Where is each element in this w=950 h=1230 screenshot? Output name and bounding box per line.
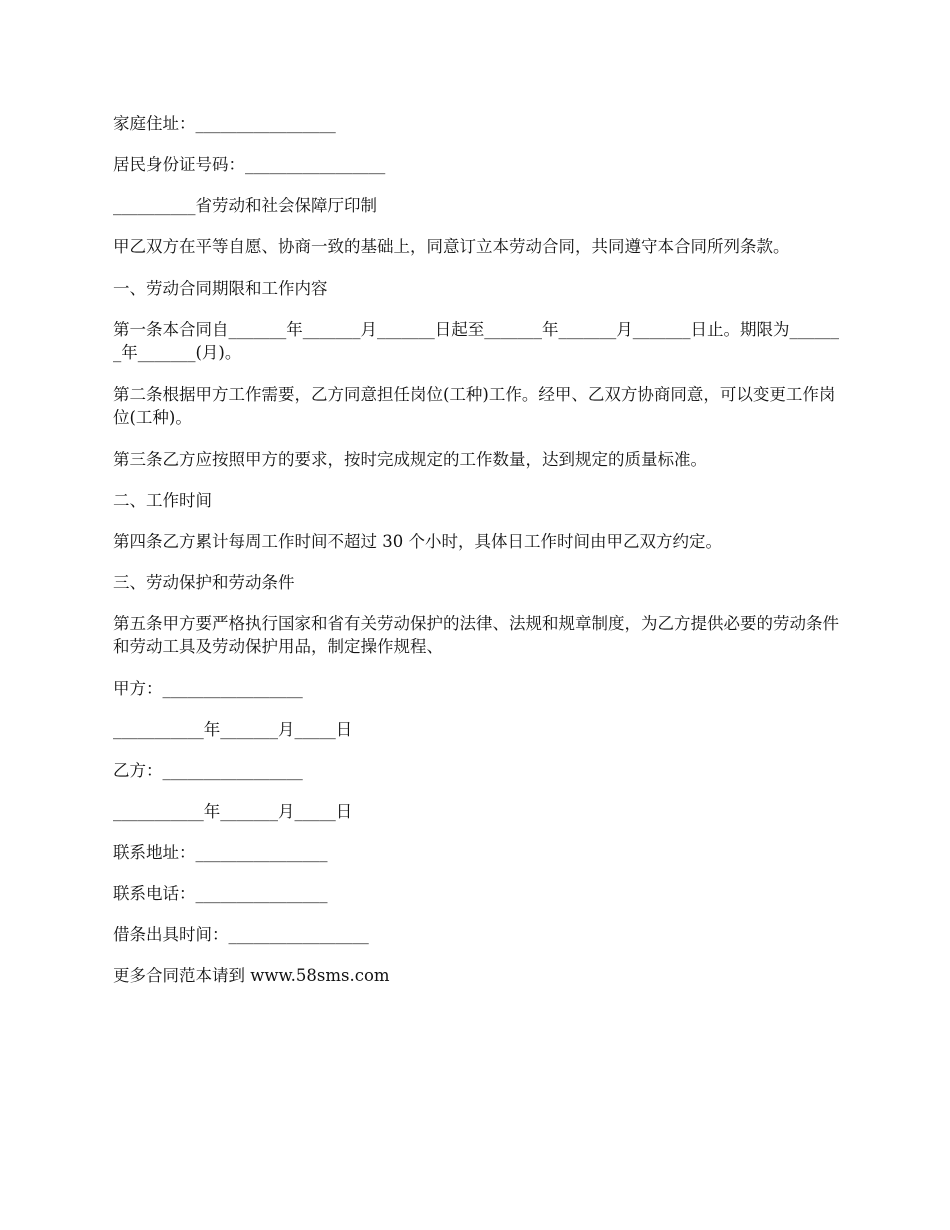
party-a-signature-line: 甲方：_________________ [113,679,303,698]
party-b-signature-line: 乙方：_________________ [113,761,303,780]
id-number-line: 居民身份证号码：_________________ [113,155,386,174]
article-3-paragraph: 第三条乙方应按照甲方的要求，按时完成规定的工作数量，达到规定的质量标准。 [113,450,707,469]
section-heading-labor-protection: 三、劳动保护和劳动条件 [113,573,295,592]
article-2-paragraph: 第二条根据甲方工作需要，乙方同意担任岗位(工种)工作。经甲、乙双方协商同意，可以变更工作岗位(工种)。 [113,385,836,427]
issue-time-line: 借条出具时间：_________________ [113,925,369,944]
article-5-paragraph: 第五条甲方要严格执行国家和省有关劳动保护的法律、法规和规章制度，为乙方提供必要的劳动条件和劳动工具及劳动保护用品，制定操作规程、 [113,614,839,656]
document-page [113,112,841,1005]
article-4-paragraph: 第四条乙方累计每周工作时间不超过 30 个小时，具体日工作时间由甲乙双方约定。 [113,532,722,551]
section-heading-working-hours: 二、工作时间 [113,491,212,510]
party-a-date-line: ___________年_______月_____日 [113,720,353,739]
preamble-paragraph: 甲乙双方在平等自愿、协商一致的基础上，同意订立本劳动合同，共同遵守本合同所列条款。 [113,237,790,256]
party-b-date-line: ___________年_______月_____日 [113,802,353,821]
article-1-paragraph: 第一条本合同自_______年_______月_______日起至_______年_______月_______日止。期限为_______年_______(月)。 [113,320,839,362]
contact-address-line: 联系地址：________________ [113,843,328,862]
printed-by-line: __________省劳动和社会保障厅印制 [113,196,377,215]
home-address-line: 家庭住址：_________________ [113,114,336,133]
contact-phone-line: 联系电话：________________ [113,884,328,903]
section-heading-term-and-content: 一、劳动合同期限和工作内容 [113,279,328,298]
more-templates-line: 更多合同范本请到 www.58sms.com [113,966,390,985]
